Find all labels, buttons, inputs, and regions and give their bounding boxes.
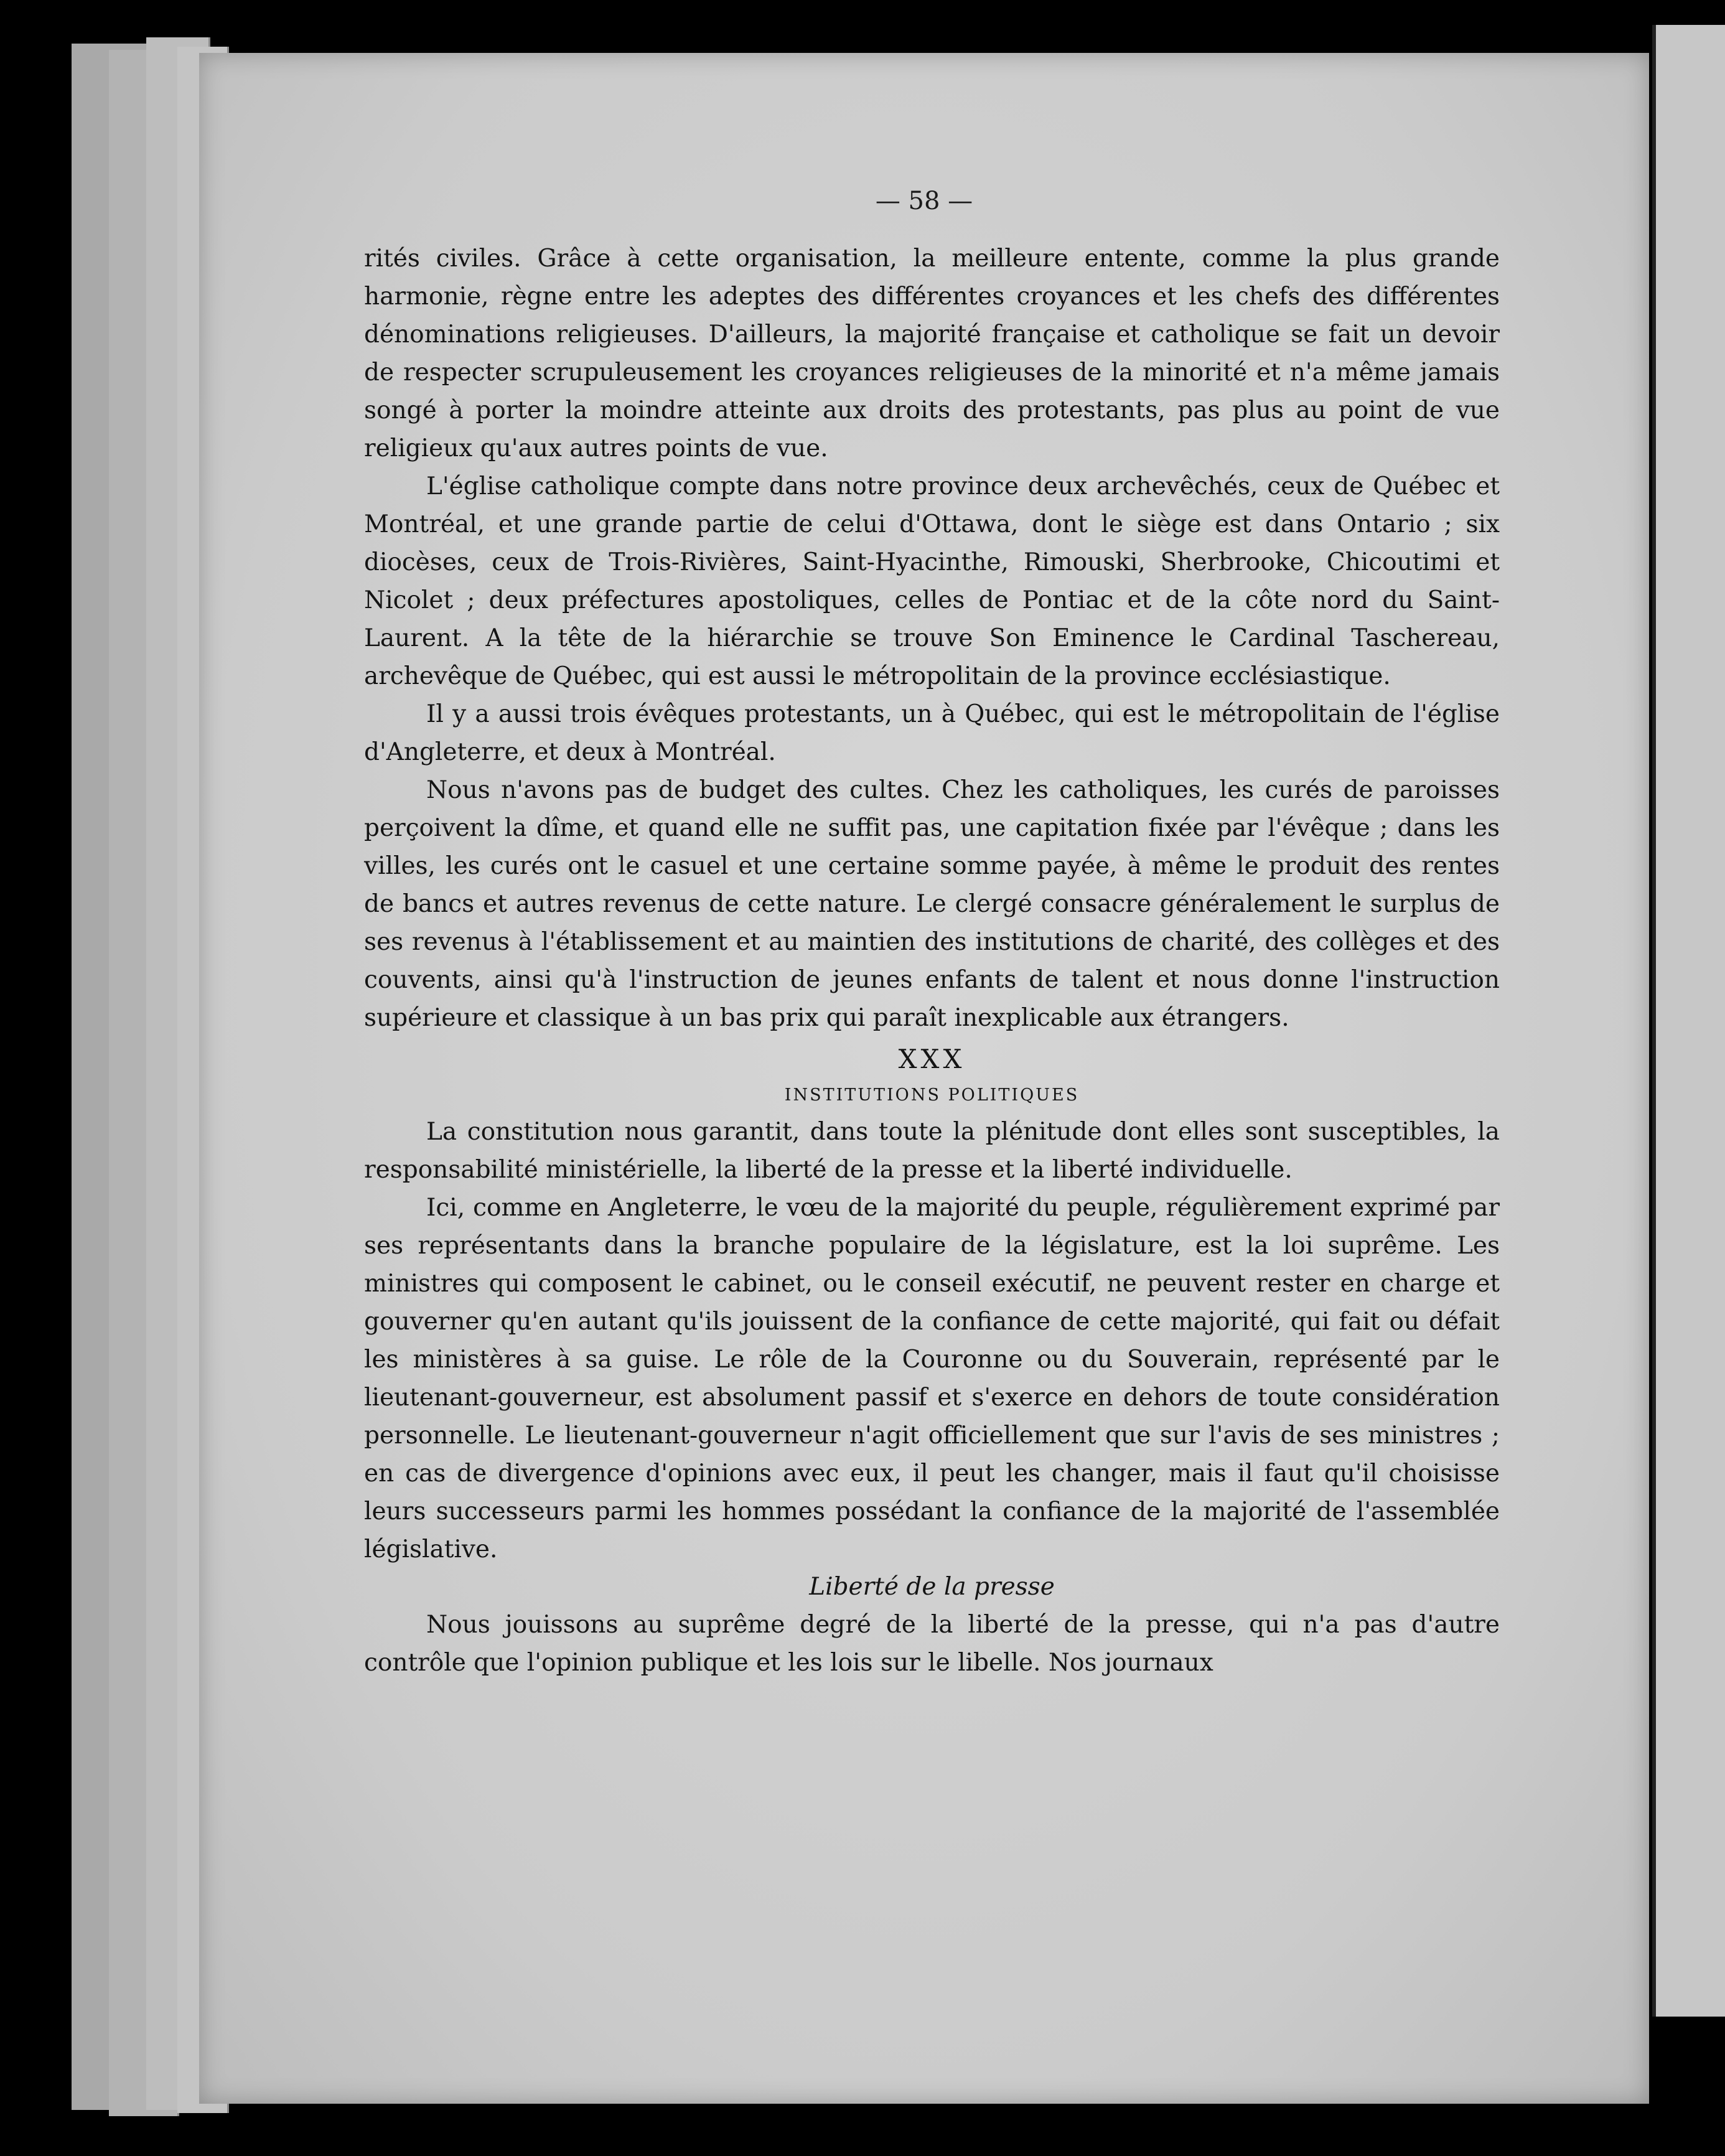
- paragraph: Ici, comme en Angleterre, le vœu de la majorité du peuple, régulièrement exprimé par ses représentants dans la branche populaire de la législature, est la loi suprême. Les ministres qui composent le cabinet, ou le conseil exécutif, ne peuvent rester en charge et gouverner qu'en autant qu'ils jouissent de la confiance de cette majorité, qui fait ou défait les ministères à sa guise. Le rôle de la Couronne ou du Souverain, représenté par le lieutenant-gouverneur, est absolument passif et s'exerce en dehors de toute considération personnelle. Le lieutenant-gouverneur n'agit officiellement que sur l'avis de ses ministres ; en cas de divergence d'opinions avec eux, il peut les changer, mais il faut qu'il choisisse leurs successeurs parmi les hommes possédant la confiance de la majorité de l'assemblée législative.: [364, 1194, 1500, 1563]
- subsection-title: Liberté de la presse: [809, 1573, 1055, 1601]
- page-number: — 58 —: [875, 187, 973, 215]
- section-title: INSTITUTIONS POLITIQUES: [784, 1085, 1080, 1105]
- paragraph: Il y a aussi trois évêques protestants, un à Québec, qui est le métropolitain de l'église d'Angleterre, et deux à Montréal.: [364, 700, 1500, 766]
- paragraph: L'église catholique compte dans notre province deux archevêchés, ceux de Québec et Montréal, et une grande partie de celui d'Ottawa, dont le siège est dans Ontario ; six diocèses, ceux de Trois-Rivières, Saint-Hyacinthe, Rimouski, Sherbrooke, Chicoutimi et Nicolet ; deux préfectures apostoliques, celles de Pontiac et de la côte nord du Saint-Laurent. A la tête de la hiérarchie se trouve Son Eminence le Cardinal Taschereau, archevêque de Québec, qui est aussi le métropolitain de la province ecclésiastique.: [364, 472, 1500, 690]
- paragraph: La constitution nous garantit, dans toute la plénitude dont elles sont susceptibles, la responsabilité ministérielle, la liberté de la presse et la liberté individuelle.: [364, 1118, 1500, 1184]
- page-sheet: [199, 53, 1649, 2104]
- section-number: XXX: [898, 1044, 966, 1074]
- body-text: [364, 240, 1500, 1682]
- paragraph: Nous jouissons au suprême degré de la liberté de la presse, qui n'a pas d'autre contrôle que l'opinion publique et les lois sur le libelle. Nos journaux: [364, 1611, 1500, 1677]
- paragraph: rités civiles. Grâce à cette organisation, la meilleure entente, comme la plus grande harmonie, règne entre les adeptes des différentes croyances et les chefs des différentes dénominations religieuses. D'ailleurs, la majorité française et catholique se fait un devoir de respecter scrupuleusement les croyances religieuses de la minorité et n'a même jamais songé à porter la moindre atteinte aux droits des protestants, pas plus au point de vue religieux qu'aux autres points de vue.: [364, 245, 1500, 462]
- adjacent-page-edge: [1652, 25, 1725, 2017]
- paragraph: Nous n'avons pas de budget des cultes. Chez les catholiques, les curés de paroisses perçoivent la dîme, et quand elle ne suffit pas, une capitation fixée par l'évêque ; dans les villes, les curés ont le casuel et une certaine somme payée, à même le produit des rentes de bancs et autres revenus de cette nature. Le clergé consacre généralement le surplus de ses revenus à l'établissement et au maintien des institutions de charité, des collèges et des couvents, ainsi qu'à l'instruction de jeunes enfants de talent et nous donne l'instruction supérieure et classique à un bas prix qui paraît inexplicable aux étrangers.: [364, 776, 1500, 1032]
